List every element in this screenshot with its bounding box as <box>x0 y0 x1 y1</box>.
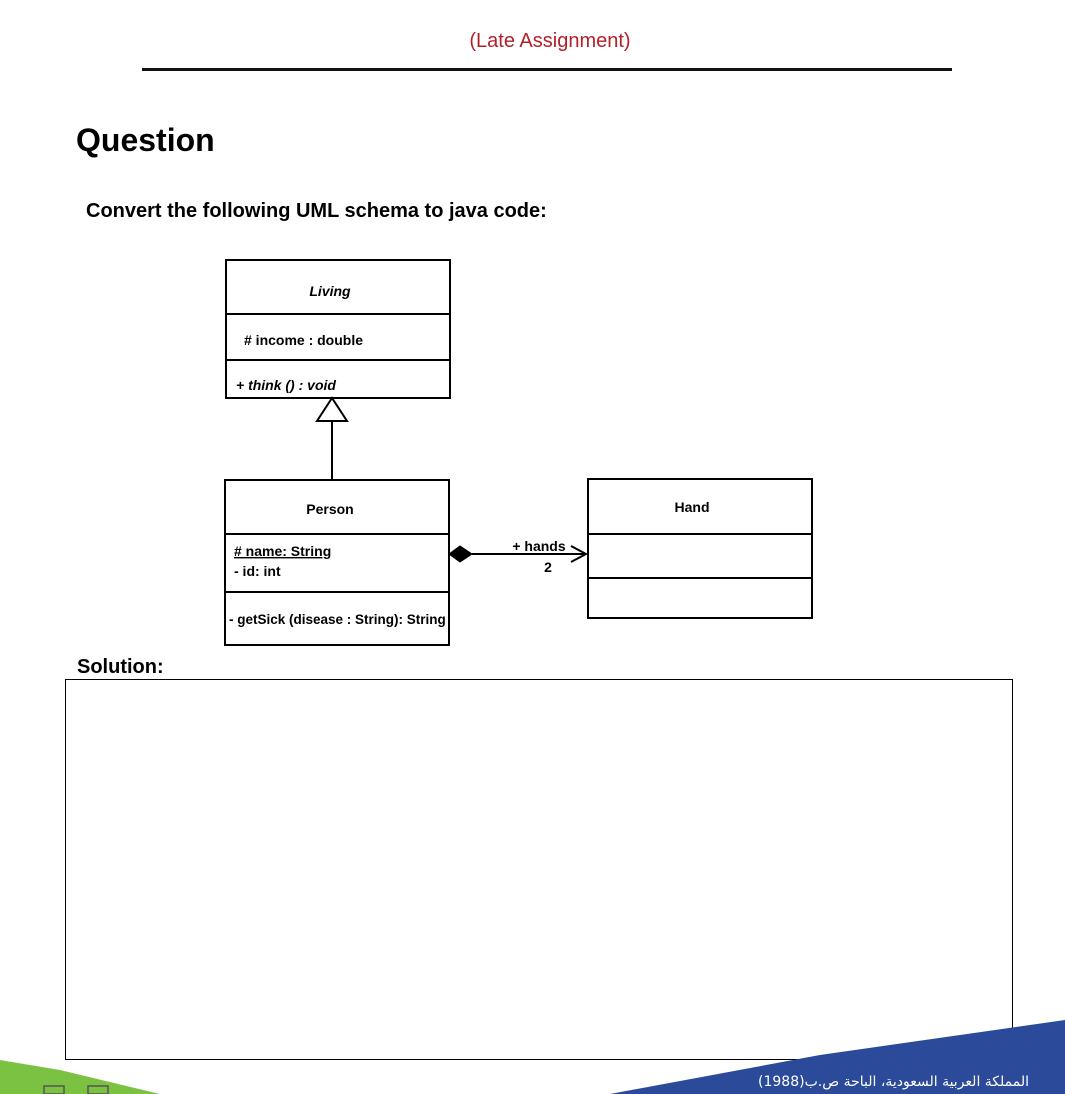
question-instruction: Convert the following UML schema to java code: <box>86 200 547 222</box>
class-living <box>226 260 450 398</box>
class-hand <box>588 479 812 618</box>
association-multiplicity: 2 <box>544 559 552 575</box>
class-living-method: + think () : void <box>236 377 336 393</box>
generalization-arrow <box>317 398 347 480</box>
class-living-attribute: # income : double <box>244 332 364 348</box>
footer-green-wave <box>0 1060 160 1094</box>
footer-address: المملكة العربية السعودية، الباحة ص.ب(1988) <box>758 1074 1029 1090</box>
class-person-method: - getSick (disease : String): String <box>229 612 446 627</box>
solution-answer-box[interactable] <box>65 679 1013 1060</box>
association-role: + hands <box>512 538 566 554</box>
class-living-name: Living <box>309 283 351 299</box>
question-heading: Question <box>76 122 215 158</box>
class-person <box>225 480 449 645</box>
class-person-attribute-name: # name: String <box>234 543 332 559</box>
composition-association <box>449 538 586 575</box>
solution-label: Solution: <box>77 656 164 678</box>
class-hand-name: Hand <box>674 499 710 515</box>
composition-diamond <box>449 546 472 562</box>
late-assignment-label: (Late Assignment) <box>469 30 631 52</box>
class-person-name: Person <box>306 501 354 517</box>
class-person-attribute-id: - id: int <box>234 563 281 579</box>
